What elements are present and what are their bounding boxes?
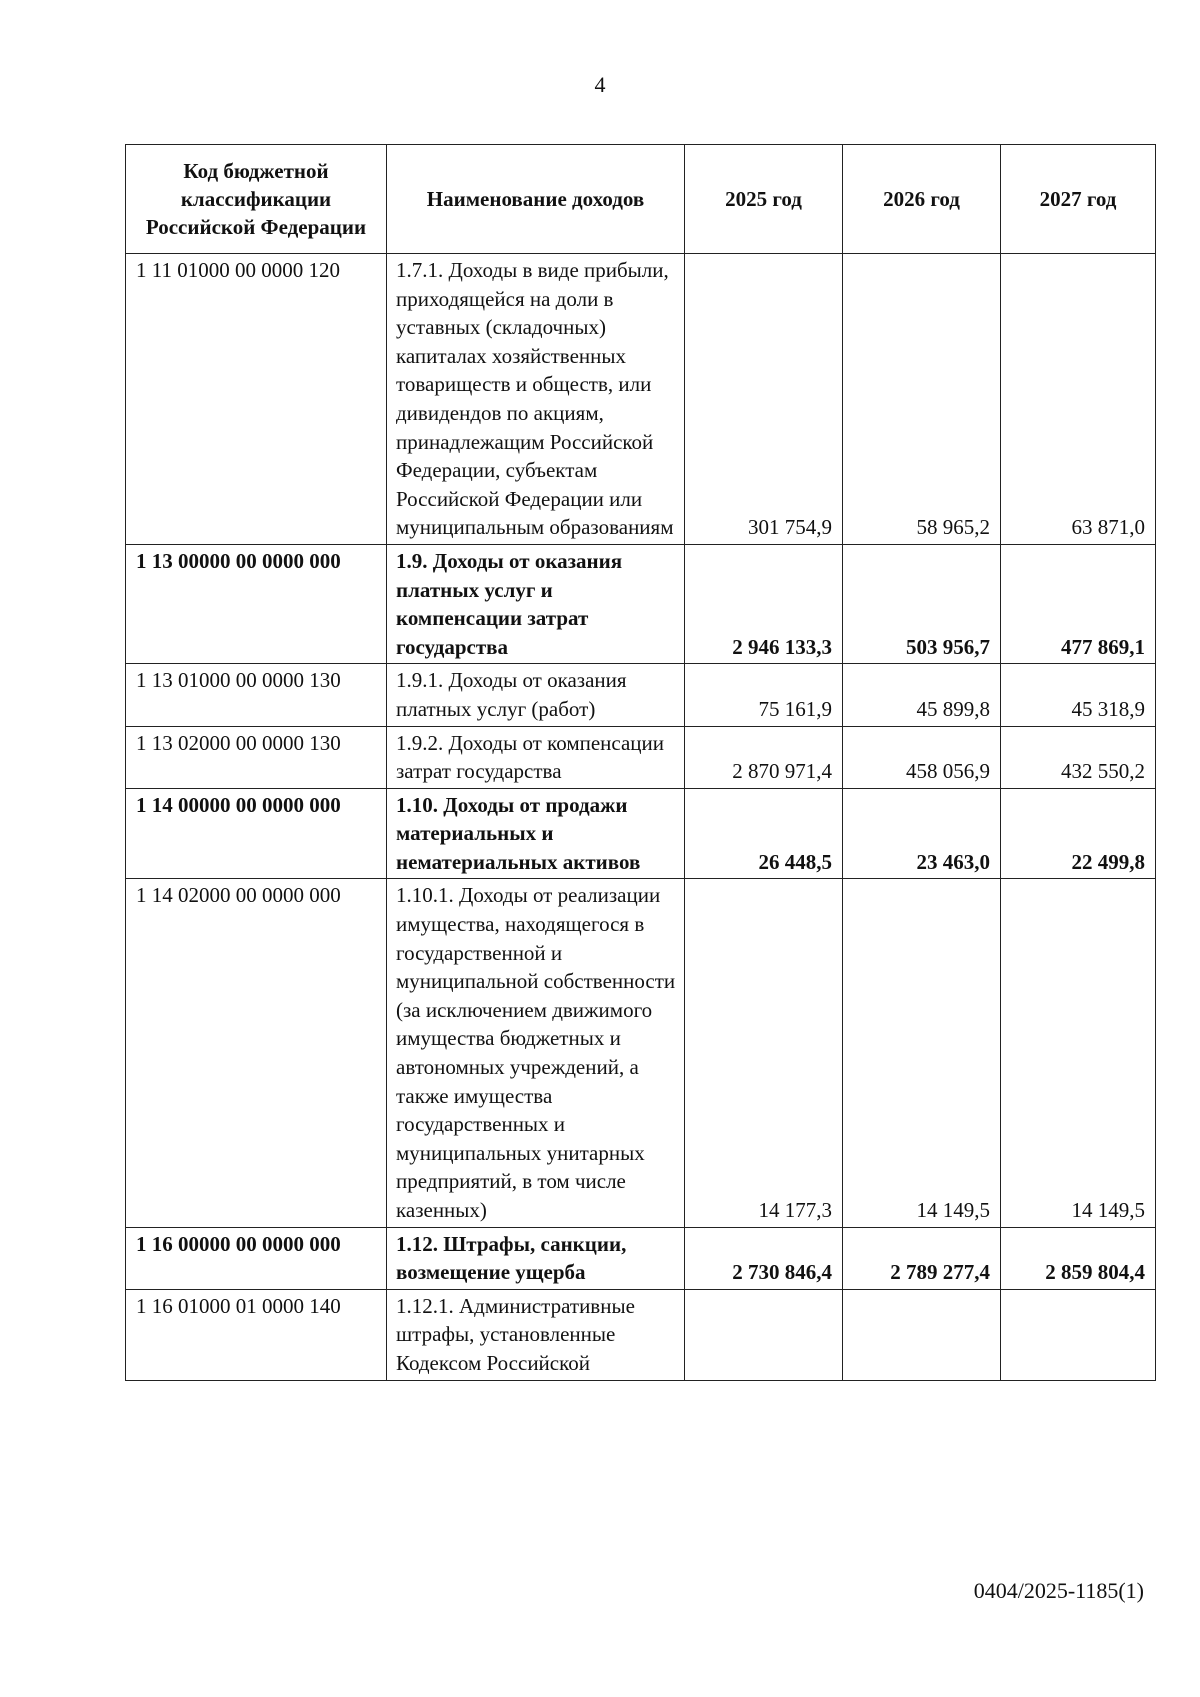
table-row-section xyxy=(126,1227,1156,1289)
header-year-2027: 2027 год xyxy=(1001,145,1156,254)
header-name: Наименование доходов xyxy=(387,145,685,254)
row-name: 1.9.2. Доходы от компенсации затрат государства xyxy=(387,726,685,788)
table-row xyxy=(126,879,1156,1227)
row-value-2025: 2 730 846,4 xyxy=(685,1227,843,1289)
row-code: 1 16 01000 01 0000 140 xyxy=(126,1289,387,1380)
row-value-2025: 2 870 971,4 xyxy=(685,726,843,788)
row-code: 1 13 02000 00 0000 130 xyxy=(126,726,387,788)
row-code: 1 13 01000 00 0000 130 xyxy=(126,664,387,726)
table-row xyxy=(126,254,1156,545)
row-code: 1 14 00000 00 0000 000 xyxy=(126,788,387,879)
row-value-2026: 503 956,7 xyxy=(843,544,1001,663)
table-row xyxy=(126,1289,1156,1380)
header-year-2025: 2025 год xyxy=(685,145,843,254)
table-row xyxy=(126,726,1156,788)
row-value-2025: 301 754,9 xyxy=(685,254,843,545)
table-row-section xyxy=(126,544,1156,663)
row-value-2027: 14 149,5 xyxy=(1001,879,1156,1227)
row-name: 1.10.1. Доходы от реализации имущества, находящегося в государственной и муниципальной собственности (за исключением движимого имущества бюджетных и автономных учреждений, а также имущества государственных и муниципальных унитарных предприятий, в том числе казенных) xyxy=(387,879,685,1227)
row-code: 1 14 02000 00 0000 000 xyxy=(126,879,387,1227)
row-value-2026: 58 965,2 xyxy=(843,254,1001,545)
row-value-2027: 22 499,8 xyxy=(1001,788,1156,879)
row-name: 1.12.1. Административные штрафы, установленные Кодексом Российской xyxy=(387,1289,685,1380)
row-name: 1.10. Доходы от продажи материальных и нематериальных активов xyxy=(387,788,685,879)
row-value-2025: 14 177,3 xyxy=(685,879,843,1227)
revenue-table xyxy=(125,144,1156,1381)
row-value-2027: 477 869,1 xyxy=(1001,544,1156,663)
row-value-2026: 2 789 277,4 xyxy=(843,1227,1001,1289)
row-value-2026: 45 899,8 xyxy=(843,664,1001,726)
row-value-2026 xyxy=(843,1289,1001,1380)
row-value-2025: 2 946 133,3 xyxy=(685,544,843,663)
row-value-2027: 432 550,2 xyxy=(1001,726,1156,788)
row-value-2026: 458 056,9 xyxy=(843,726,1001,788)
header-year-2026: 2026 год xyxy=(843,145,1001,254)
table-header-row xyxy=(126,145,1156,254)
row-name: 1.9. Доходы от оказания платных услуг и компенсации затрат государства xyxy=(387,544,685,663)
row-value-2025: 75 161,9 xyxy=(685,664,843,726)
row-value-2025: 26 448,5 xyxy=(685,788,843,879)
row-value-2027: 63 871,0 xyxy=(1001,254,1156,545)
row-value-2026: 23 463,0 xyxy=(843,788,1001,879)
header-code: Код бюджетной классификации Российской Федерации xyxy=(126,145,387,254)
row-value-2027: 2 859 804,4 xyxy=(1001,1227,1156,1289)
row-value-2027: 45 318,9 xyxy=(1001,664,1156,726)
row-name: 1.12. Штрафы, санкции, возмещение ущерба xyxy=(387,1227,685,1289)
row-name: 1.7.1. Доходы в виде прибыли, приходящейся на доли в уставных (складочных) капиталах хозяйственных товариществ и обществ, или дивидендов по акциям, принадлежащим Российской Федерации, субъектам Российской Федерации или муниципальным образованиям xyxy=(387,254,685,545)
row-value-2027 xyxy=(1001,1289,1156,1380)
row-code: 1 11 01000 00 0000 120 xyxy=(126,254,387,545)
row-code: 1 16 00000 00 0000 000 xyxy=(126,1227,387,1289)
document-id: 0404/2025-1185(1) xyxy=(973,1578,1144,1603)
row-value-2025 xyxy=(685,1289,843,1380)
table-row-section xyxy=(126,788,1156,879)
page-number: 4 xyxy=(594,72,606,97)
row-name: 1.9.1. Доходы от оказания платных услуг (работ) xyxy=(387,664,685,726)
row-code: 1 13 00000 00 0000 000 xyxy=(126,544,387,663)
row-value-2026: 14 149,5 xyxy=(843,879,1001,1227)
table-row xyxy=(126,664,1156,726)
